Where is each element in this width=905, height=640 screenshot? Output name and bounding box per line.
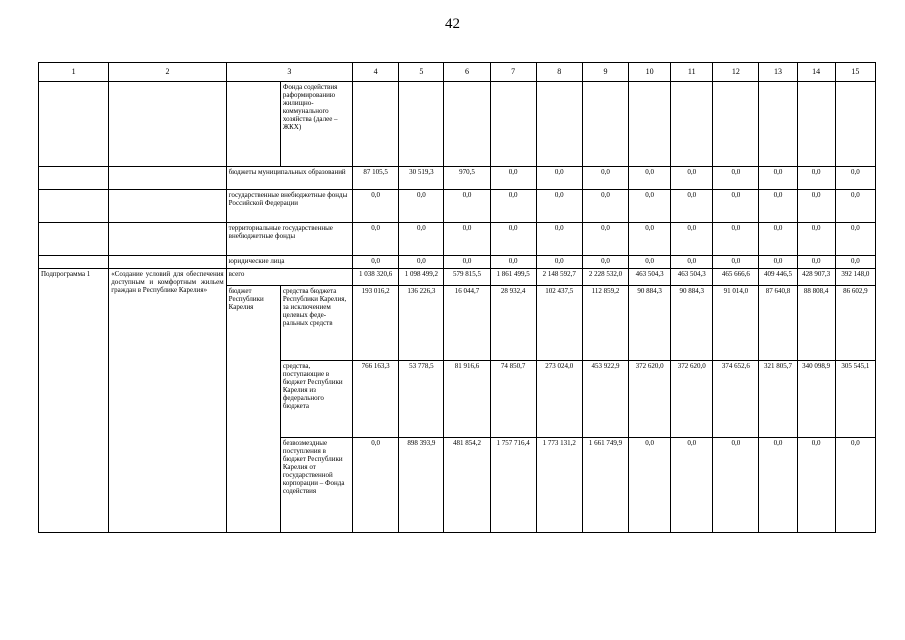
row-label: безвозмездные поступления в бюджет Республики Карелия от государственной корпорации – Фонда содействия (280, 438, 352, 533)
table-cell: 0,0 (671, 167, 713, 190)
table-cell: 0,0 (671, 223, 713, 256)
column-header: 8 (536, 63, 582, 82)
table-cell: 0,0 (835, 190, 875, 223)
page-number: 42 (445, 16, 460, 32)
table-cell: 0,0 (582, 256, 628, 269)
table-cell: 0,0 (490, 190, 536, 223)
table-cell: 86 602,9 (835, 286, 875, 361)
table-cell: 87 640,8 (759, 286, 797, 361)
table-cell: 0,0 (399, 256, 444, 269)
table-row (39, 256, 876, 269)
table-cell: 0,0 (536, 190, 582, 223)
table-cell: 0,0 (536, 223, 582, 256)
table-cell: 1 773 131,2 (536, 438, 582, 533)
column-header: 3 (226, 63, 352, 82)
table-cell: 463 504,3 (629, 269, 671, 286)
column-header: 1 (39, 63, 109, 82)
column-header: 7 (490, 63, 536, 82)
table-cell: 0,0 (713, 223, 759, 256)
column-header: 10 (629, 63, 671, 82)
table-cell: 0,0 (759, 256, 797, 269)
column-header: 13 (759, 63, 797, 82)
table-cell: 1 098 499,2 (399, 269, 444, 286)
table-cell: 0,0 (444, 190, 490, 223)
table-cell: 0,0 (582, 190, 628, 223)
table-cell: 90 884,3 (671, 286, 713, 361)
table-cell: 372 620,0 (671, 361, 713, 438)
table-cell: 74 850,7 (490, 361, 536, 438)
table-row (39, 269, 876, 286)
table-cell: 0,0 (671, 190, 713, 223)
table-cell: 409 446,5 (759, 269, 797, 286)
table-cell: 0,0 (713, 256, 759, 269)
table-cell: 0,0 (490, 223, 536, 256)
subprogram-code: Подпрограмма 1 (39, 269, 109, 533)
table-cell: 0,0 (671, 438, 713, 533)
table-cell: 0,0 (671, 256, 713, 269)
table-cell: 579 815,5 (444, 269, 490, 286)
row-label: всего (226, 269, 352, 286)
table-cell: 1 757 716,4 (490, 438, 536, 533)
table-cell: 1 861 499,5 (490, 269, 536, 286)
table-cell: 0,0 (835, 223, 875, 256)
row-label: средства бюджета Республики Карелия, за исключением целевых феде-ральных средств (280, 286, 352, 361)
table-cell: 136 226,3 (399, 286, 444, 361)
table-cell: 0,0 (629, 438, 671, 533)
table-cell: 766 163,3 (353, 361, 399, 438)
table-cell: 0,0 (835, 167, 875, 190)
table-cell: 0,0 (536, 167, 582, 190)
table-row (39, 82, 876, 167)
table-cell: 465 666,6 (713, 269, 759, 286)
table-cell: 0,0 (353, 438, 399, 533)
table-cell: 372 620,0 (629, 361, 671, 438)
subprogram-title: «Создание условий для обеспечения доступным и комфортным жильем граждан в Республике Карелия» (109, 269, 226, 533)
column-header: 9 (582, 63, 628, 82)
table-cell: 0,0 (797, 223, 835, 256)
table-cell: 2 148 592,7 (536, 269, 582, 286)
table-cell: 0,0 (353, 190, 399, 223)
table-cell: 0,0 (759, 167, 797, 190)
table-cell: 0,0 (444, 256, 490, 269)
row-label: государственные внебюджетные фонды Российской Федерации (226, 190, 352, 223)
column-header: 4 (353, 63, 399, 82)
table-cell: 392 148,0 (835, 269, 875, 286)
table-header-row (39, 63, 876, 82)
table-cell: 81 916,6 (444, 361, 490, 438)
table-cell: 305 545,1 (835, 361, 875, 438)
table-cell: 0,0 (797, 438, 835, 533)
table-cell: 1 038 320,6 (353, 269, 399, 286)
table-cell: 112 859,2 (582, 286, 628, 361)
table-cell: 0,0 (713, 167, 759, 190)
table-cell: 970,5 (444, 167, 490, 190)
table-cell: 0,0 (629, 167, 671, 190)
table-cell: 321 805,7 (759, 361, 797, 438)
table-cell: 453 922,9 (582, 361, 628, 438)
table-cell: 30 519,3 (399, 167, 444, 190)
table-cell: 91 014,0 (713, 286, 759, 361)
table-cell: 374 652,6 (713, 361, 759, 438)
table-cell: 0,0 (399, 190, 444, 223)
table-cell: 481 854,2 (444, 438, 490, 533)
table-cell: 0,0 (629, 256, 671, 269)
table-cell: 0,0 (835, 438, 875, 533)
column-header: 11 (671, 63, 713, 82)
row-group-label: бюджет Республики Карелия (226, 286, 280, 533)
table-row (39, 167, 876, 190)
column-header: 15 (835, 63, 875, 82)
table-cell: 87 105,5 (353, 167, 399, 190)
table-cell: 0,0 (582, 167, 628, 190)
table-cell: 0,0 (835, 256, 875, 269)
row-label: Фонда содействия рaформированию жилищно-коммунального хозяйства (далее – ЖКХ) (280, 82, 352, 167)
table-cell: 102 437,5 (536, 286, 582, 361)
table-row (39, 190, 876, 223)
table-cell: 0,0 (759, 190, 797, 223)
column-header: 5 (399, 63, 444, 82)
table-cell: 0,0 (353, 223, 399, 256)
table-cell: 340 098,9 (797, 361, 835, 438)
table-cell: 16 044,7 (444, 286, 490, 361)
table-cell: 28 932,4 (490, 286, 536, 361)
table-cell: 1 661 749,9 (582, 438, 628, 533)
column-header: 2 (109, 63, 226, 82)
table-cell: 463 504,3 (671, 269, 713, 286)
table-cell: 88 808,4 (797, 286, 835, 361)
table-cell: 0,0 (797, 190, 835, 223)
row-label: территориальные государственные внебюджетные фонды (226, 223, 352, 256)
table-cell: 90 884,3 (629, 286, 671, 361)
column-header: 12 (713, 63, 759, 82)
table-cell: 0,0 (490, 256, 536, 269)
row-label: средства, поступающие в бюджет Республики Карелия из федерального бюджета (280, 361, 352, 438)
row-label: юридические лица (226, 256, 352, 269)
table-cell: 0,0 (353, 256, 399, 269)
table-cell: 0,0 (490, 167, 536, 190)
table-cell: 0,0 (759, 438, 797, 533)
table-cell: 0,0 (629, 223, 671, 256)
table-cell: 273 024,0 (536, 361, 582, 438)
budget-table (38, 62, 876, 533)
column-header: 14 (797, 63, 835, 82)
table-cell: 0,0 (582, 223, 628, 256)
row-label: бюджеты муниципальных образований (226, 167, 352, 190)
table-cell: 0,0 (444, 223, 490, 256)
table-cell: 0,0 (399, 223, 444, 256)
column-header: 6 (444, 63, 490, 82)
table-cell: 0,0 (797, 256, 835, 269)
table-row (39, 223, 876, 256)
table-cell: 898 393,9 (399, 438, 444, 533)
table-cell: 53 778,5 (399, 361, 444, 438)
table-cell: 0,0 (713, 190, 759, 223)
table-cell: 193 016,2 (353, 286, 399, 361)
table-cell: 2 228 532,0 (582, 269, 628, 286)
table-cell: 0,0 (713, 438, 759, 533)
table-cell: 0,0 (797, 167, 835, 190)
table-cell: 0,0 (759, 223, 797, 256)
table-cell: 428 907,3 (797, 269, 835, 286)
table-cell: 0,0 (536, 256, 582, 269)
table-cell: 0,0 (629, 190, 671, 223)
